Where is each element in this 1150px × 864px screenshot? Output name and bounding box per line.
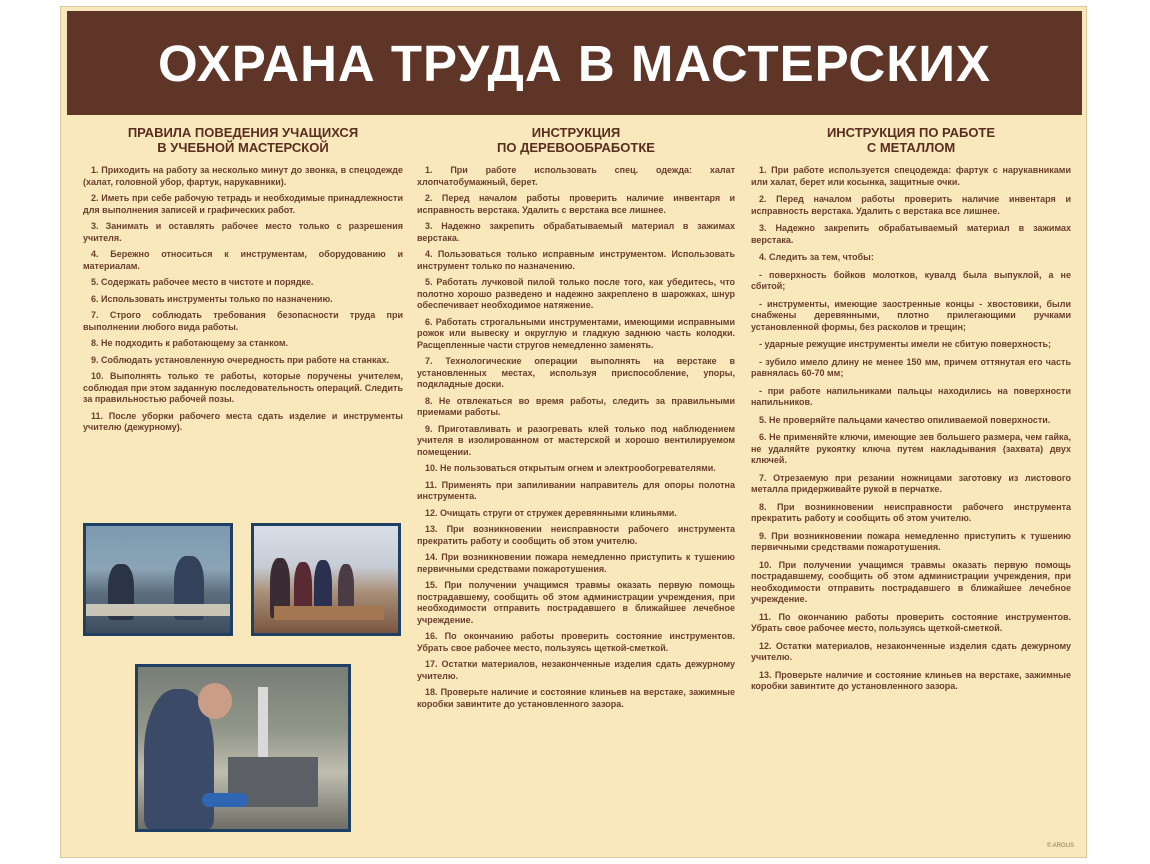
list-item: - поверхность бойков молотков, кувалд была выпуклой, а не сбитой; xyxy=(751,269,1071,291)
list-item: 3. Занимать и оставлять рабочее место только с разрешения учителя. xyxy=(83,221,403,243)
list-item: 13. При возникновении неисправности рабочего инструмента прекратить работу и сообщить об этом учителю. xyxy=(417,524,735,546)
rules-list xyxy=(83,165,403,434)
list-item: 5. Работать лучковой пилой только после того, как убедитесь, что полотно хорошо разведено и надежно закреплено в шарожках, шнур обеспечивает необходимое натяжение. xyxy=(417,277,735,310)
heading-line: ИНСТРУКЦИЯ ПО РАБОТЕ xyxy=(826,125,996,140)
list-item: - зубило имело длину не менее 150 мм, причем оттянутая его часть равнялась 60-70 мм; xyxy=(751,356,1071,378)
list-item: 7. Технологические операции выполнять на верстаке в установленных местах, используя приспособление, упоры, подкладные доски. xyxy=(417,356,735,389)
heading-line: ИНСТРУКЦИЯ xyxy=(531,125,621,140)
list-item: 1. При работе используется спецодежда: фартук с нарукавниками или халат, берет или косынка, защитные очки. xyxy=(751,165,1071,187)
list-item: 18. Проверьте наличие и состояние клиньев на верстаке, зажимные коробки завинтите до установленного зазора. xyxy=(417,687,735,709)
list-item: 11. После уборки рабочего места сдать изделие и инструменты учителю (дежурному). xyxy=(83,410,403,432)
list-item: 4. Следить за тем, чтобы: xyxy=(759,252,874,262)
page-title: ОХРАНА ТРУДА В МАСТЕРСКИХ xyxy=(157,34,992,92)
list-item: 2. Перед началом работы проверить наличие инвентаря и исправность верстака. Удалить с верстака все лишнее. xyxy=(417,193,735,215)
list-item: 12. Очищать струги от стружек деревянными клиньями. xyxy=(425,507,677,518)
list-item: 10. Выполнять только те работы, которые поручены учителем, соблюдая при этом заданную последовательность операций. Следить за правильностью рабочей позы. xyxy=(83,371,403,404)
poster xyxy=(60,6,1087,858)
list-item: 9. Соблюдать установленную очередность при работе на станках. xyxy=(91,354,390,365)
list-item: 13. Проверьте наличие и состояние клиньев на верстаке, зажимные коробки завинтите до установленного зазора. xyxy=(751,669,1071,691)
workshop-photo-group xyxy=(251,523,401,636)
heading-line: В УЧЕБНОЙ МАСТЕРСКОЙ xyxy=(157,140,329,155)
heading-line: ПО ДЕРЕВООБРАБОТКЕ xyxy=(497,140,655,155)
list-item: 9. Приготавливать и разогревать клей только под наблюдением учителя в изолированном от мастерской и хорошо вентилируемом помещении. xyxy=(417,423,735,457)
woodwork-heading xyxy=(417,125,735,155)
list-item: 7. Отрезаемую при резании ножницами заготовку из листового металла придерживайте рукой в перчатке. xyxy=(751,472,1071,494)
list-item: 6. Использовать инструменты только по назначению. xyxy=(91,293,333,304)
list-item: 16. По окончанию работы проверить состояние инструментов. Убрать свое рабочее место, пользуясь щеткой-сметкой. xyxy=(417,631,735,653)
list-item: 11. По окончанию работы проверить состояние инструментов. Убрать свое рабочее место, пользуясь щеткой-сметкой. xyxy=(751,611,1071,633)
workshop-photo-metalwork xyxy=(135,664,351,832)
list-item: 11. Применять при запиливании направитель для опоры полотна инструмента. xyxy=(417,479,735,501)
list-item: 8. Не подходить к работающему за станком. xyxy=(91,338,288,348)
list-item: - при работе напильниками пальцы находились на поверхности напильников. xyxy=(751,385,1071,407)
workshop-photo-students xyxy=(83,523,233,636)
list-item: 3. Надежно закрепить обрабатываемый материал в зажимах верстака. xyxy=(751,223,1071,245)
metalwork-heading xyxy=(751,125,1071,155)
heading-line: ПРАВИЛА ПОВЕДЕНИЯ УЧАЩИХСЯ xyxy=(127,125,359,140)
list-item: 8. При возникновении неисправности рабочего инструмента прекратить работу и сообщить об этом учителю. xyxy=(751,501,1071,523)
list-item: 12. Остатки материалов, незаконченные изделия сдать дежурному учителю. xyxy=(751,640,1071,662)
list-item: 10. Не пользоваться открытым огнем и электрообогревателями. xyxy=(425,463,716,473)
list-item: 17. Остатки материалов, незаконченные изделия сдать дежурному учителю. xyxy=(417,659,735,681)
list-item: 14. При возникновении пожара немедленно приступить к тушению первичными средствами пожаротушения. xyxy=(417,552,735,574)
list-item: 10. При получении учащимся травмы оказать первую помощь пострадавшему, сообщить об этом администрации учреждения, при необходимости отправить пострадавшего в ближайшее лечебное учреждение. xyxy=(751,559,1071,604)
heading-line: С МЕТАЛЛОМ xyxy=(866,140,956,155)
rules-heading xyxy=(83,125,403,155)
list-item: 15. При получении учащимся травмы оказать первую помощь пострадавшему, сообщить об этом администрации учреждения, при необходимости отправить пострадавшего в ближайшее лечебное учреждение. xyxy=(417,580,735,625)
list-item: - инструменты, имеющие заостренные концы - хвостовики, были снабжены деревянными, плотно прилегающими ручками установленной формы, без расколов и трещин; xyxy=(751,298,1071,332)
list-item: - ударные режущие инструменты имели не сбитую поверхность; xyxy=(759,339,1052,349)
list-item: 5. Не проверяйте пальцами качество опиливаемой поверхности. xyxy=(759,414,1051,425)
list-item: 5. Содержать рабочее место в чистоте и порядке. xyxy=(91,277,314,287)
list-item: 7. Строго соблюдать требования безопасности труда при выполнении любого вида работы. xyxy=(83,310,403,332)
list-item: 1. Приходить на работу за несколько минут до звонка, в спецодежде (халат, головной убор, фартук, нарукавники). xyxy=(83,165,403,187)
list-item: 2. Иметь при себе рабочую тетрадь и необходимые принадлежности для выполнения записей и графических работ. xyxy=(83,193,403,215)
woodwork-column xyxy=(417,125,735,715)
list-item: 2. Перед началом работы проверить наличие инвентаря и исправность верстака. Удалить с верстака все лишнее. xyxy=(751,194,1071,216)
rules-column xyxy=(83,125,403,439)
list-item: 4. Пользоваться только исправным инструментом. Использовать инструмент только по назначению. xyxy=(417,249,735,271)
list-item: 8. Не отвлекаться во время работы, следить за правильными приемами работы. xyxy=(417,395,735,417)
metalwork-column xyxy=(751,125,1071,699)
publisher-mark: © ARGUS xyxy=(1046,843,1074,849)
list-item: 1. При работе использовать спец. одежда: халат хлопчатобумажный, берет. xyxy=(417,165,735,187)
list-item: 4. Бережно относиться к инструментам, оборудованию и материалам. xyxy=(83,249,403,271)
list-item: 6. Работать строгальными инструментами, имеющими исправными рожок или вывеску и округлую и гладкую заднюю часть колодки. Расщепленные части стругов немедленно заменять. xyxy=(417,316,735,350)
woodwork-list xyxy=(417,165,735,710)
metalwork-list xyxy=(751,165,1071,693)
title-banner xyxy=(67,11,1082,115)
list-item: 3. Надежно закрепить обрабатываемый материал в зажимах верстака. xyxy=(417,221,735,243)
list-item: 9. При возникновении пожара немедленно приступить к тушению первичными средствами пожаротушения. xyxy=(751,530,1071,552)
list-item: 6. Не применяйте ключи, имеющие зев большего размера, чем гайка, не удаляйте рукоятку ключа путем накладывания (захвата) двух ключей. xyxy=(751,432,1071,465)
